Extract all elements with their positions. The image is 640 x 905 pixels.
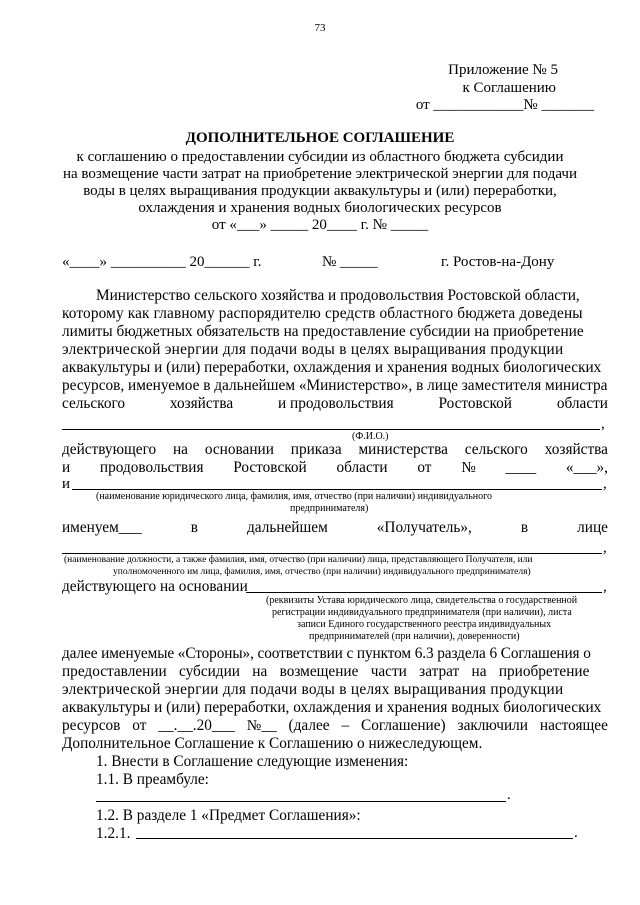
recipient-note: (наименование юридического лица, фамилия, имя, отчество (при наличии) индивидуального xyxy=(96,491,493,502)
paragraph-line: которому как главному распорядителю средств областного бюджета доведены xyxy=(62,305,583,322)
agreement-date: «____» __________ 20______ г. xyxy=(62,254,262,270)
fio-blank-line xyxy=(62,429,600,430)
paragraph-line: далее именуемые «Стороны», соответствии с пунктом 6.3 раздела 6 Соглашения о xyxy=(62,645,591,662)
minister-row: сельского хозяйства и продовольствия Ростовской области xyxy=(62,395,608,412)
paragraph-line: аквакультуры и (или) переработки, охлаждения и хранения водных биологических xyxy=(62,699,602,716)
comma: , xyxy=(603,540,607,556)
paragraph-line: предоставлении субсидии на возмещение части затрат на приобретение xyxy=(62,663,590,680)
representative-blank-line xyxy=(62,553,602,554)
basis-note: (реквизиты Устава юридического лица, свидетельства о государственной xyxy=(266,595,578,606)
item-1-2: 1.2. В разделе 1 «Предмет Соглашения»: xyxy=(96,807,361,824)
document-title: ДОПОЛНИТЕЛЬНОЕ СОГЛАШЕНИЕ xyxy=(185,130,455,146)
appendix-number: Приложение № 5 xyxy=(448,62,558,78)
agreement-city: г. Ростов-на-Дону xyxy=(441,254,555,270)
paragraph-line: ресурсов, именуемое в дальнейшем «Министерство», в лице заместителя министра xyxy=(62,377,608,394)
period: . xyxy=(507,787,511,803)
paragraph-line: Дополнительное Соглашение к Соглашению о нижеследующем. xyxy=(62,735,483,752)
basis-note: записи Единого государственного реестра индивидуальных xyxy=(297,619,552,630)
representative-note: (наименование должности, а также фамилия, имя, отчество (при наличии) лица, представляющего Получателя, или xyxy=(64,555,533,565)
paragraph-line: электрической энергии для подачи воды в целях выращивания продукции xyxy=(62,341,564,358)
item-1-2-1-blank-line xyxy=(136,838,573,839)
item-1: 1. Внести в Соглашение следующие изменения: xyxy=(96,753,409,770)
comma: , xyxy=(601,416,605,432)
item-1-1: 1.1. В преамбуле: xyxy=(96,771,209,788)
order-row: и продовольствия Ростовской области от № ____ «___», xyxy=(62,459,608,476)
item-1-2-1: 1.2.1. xyxy=(96,825,131,842)
and-word: и xyxy=(62,476,71,492)
basis-note: регистрации индивидуального предпринимателя (при наличии), листа xyxy=(272,607,572,618)
appendix-date-number: от ____________№ _______ xyxy=(415,97,594,113)
recipient-blank-line xyxy=(72,489,602,490)
page-number: 73 xyxy=(314,22,326,34)
subtitle-line: воды в целях выращивания продукции аквакультуры и (или) переработки, xyxy=(83,183,557,199)
recipient-note: предпринимателя) xyxy=(290,503,369,514)
subtitle-line: к соглашению о предоставлении субсидии из областного бюджета субсидии xyxy=(76,149,564,165)
agreement-number: № _____ xyxy=(322,254,378,270)
paragraph-line: лимиты бюджетных обязательств на предоставление субсидии на приобретение xyxy=(62,323,584,340)
acting-basis-label: действующего на основании xyxy=(62,578,248,595)
subtitle-line: охлаждения и хранения водных биологических ресурсов xyxy=(138,200,502,216)
paragraph-line: электрической энергии для подачи воды в целях выращивания продукции xyxy=(62,681,564,698)
paragraph-line: аквакультуры и (или) переработки, охлаждения и хранения водных биологических xyxy=(62,359,602,376)
paragraph-resources-row: ресурсов от __.__.20___ №__ (далее – Соглашение) заключили настоящее xyxy=(62,717,608,734)
period: . xyxy=(574,825,578,841)
named-row: именуем___ в дальнейшем «Получатель», в лице xyxy=(62,519,608,536)
basis-note: предпринимателей (при наличии), доверенности) xyxy=(309,631,520,642)
acting-row: действующего на основании приказа министерства сельского хозяйства xyxy=(62,441,608,458)
basis-blank-line xyxy=(246,592,602,593)
appendix-to-agreement: к Соглашению xyxy=(462,80,556,96)
fio-label: (Ф.И.О.) xyxy=(352,431,389,442)
representative-note: уполномоченного им лица, фамилия, имя, отчество (при наличии) индивидуального предпринимателя) xyxy=(113,567,531,577)
item-1-1-blank-line xyxy=(96,801,506,802)
subtitle-date-line: от «___» _____ 20____ г. № _____ xyxy=(211,217,429,233)
subtitle-line: на возмещение части затрат на приобретение электрической энергии для подачи xyxy=(62,166,577,182)
paragraph-line: Министерство сельского хозяйства и продовольствия Ростовской области, xyxy=(96,287,580,304)
comma: , xyxy=(603,476,607,492)
comma: , xyxy=(603,579,607,595)
